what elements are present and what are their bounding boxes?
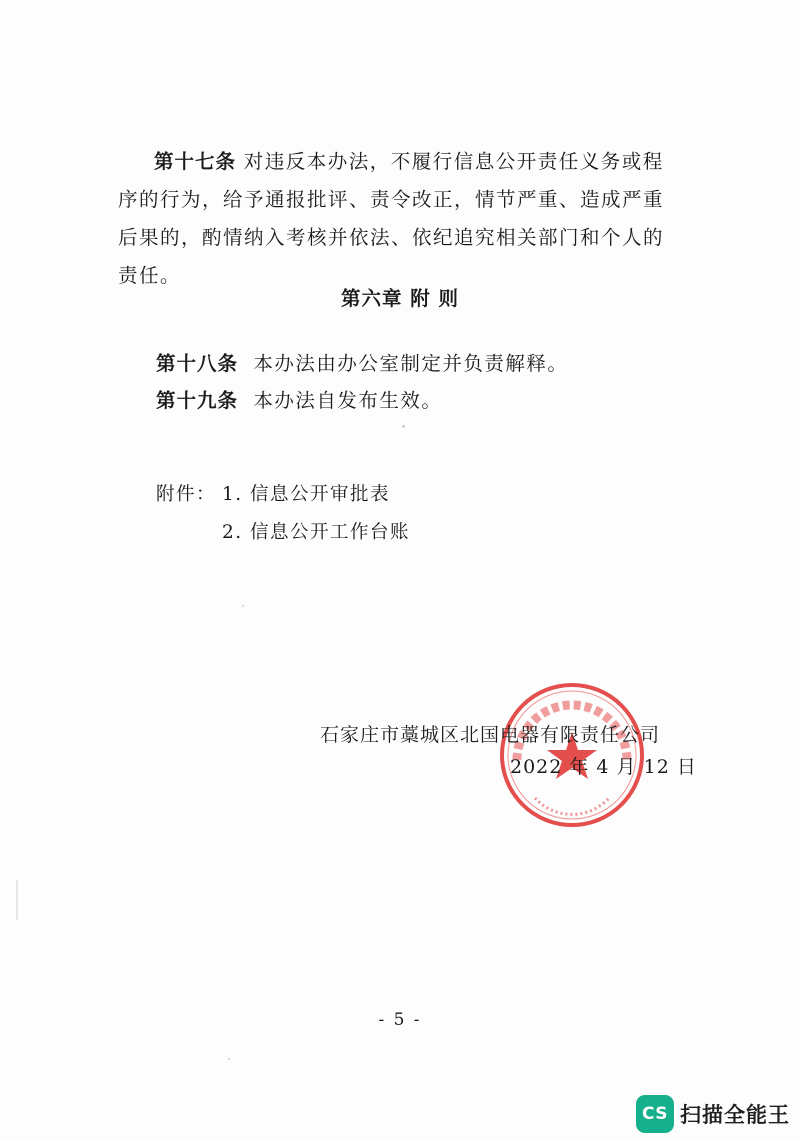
scan-speck xyxy=(242,605,244,607)
scan-speck xyxy=(402,425,405,428)
article-19-heading: 第十九条 xyxy=(156,389,239,412)
watermark-app-name: 扫描全能王 xyxy=(680,1103,790,1127)
signature-date: 2022 年 4 月 12 日 xyxy=(510,756,697,778)
scanner-watermark xyxy=(636,1095,790,1133)
article-17-heading: 第十七条 xyxy=(154,150,237,173)
company-name: 石家庄市藁城区北国电器有限责任公司 xyxy=(320,724,661,746)
camscanner-logo-icon: CS xyxy=(636,1095,674,1133)
article-17 xyxy=(118,143,678,295)
article-19 xyxy=(156,385,442,413)
attachment-item: 2. 信息公开工作台账 xyxy=(222,522,411,543)
article-18 xyxy=(156,348,568,376)
article-17-text: 对违反本办法，不履行信息公开责任义务或程序的行为，给予通报批评、责令改正，情节严重、造成严重后果的，酌情纳入考核并依法、依纪追究相关部门和个人的责任。 xyxy=(118,150,665,287)
chapter-title: 第六章 附 则 xyxy=(340,287,460,310)
scan-speck xyxy=(228,1058,230,1060)
article-19-text: 本办法自发布生效。 xyxy=(253,389,443,412)
attachments-label: 附件： xyxy=(156,484,217,505)
article-18-heading: 第十八条 xyxy=(156,352,239,375)
article-18-text: 本办法由办公室制定并负责解释。 xyxy=(253,352,569,375)
scan-edge-mark xyxy=(16,880,18,920)
attachment-item: 1. 信息公开审批表 xyxy=(222,484,391,505)
page-number: - 5 - xyxy=(378,1010,422,1030)
